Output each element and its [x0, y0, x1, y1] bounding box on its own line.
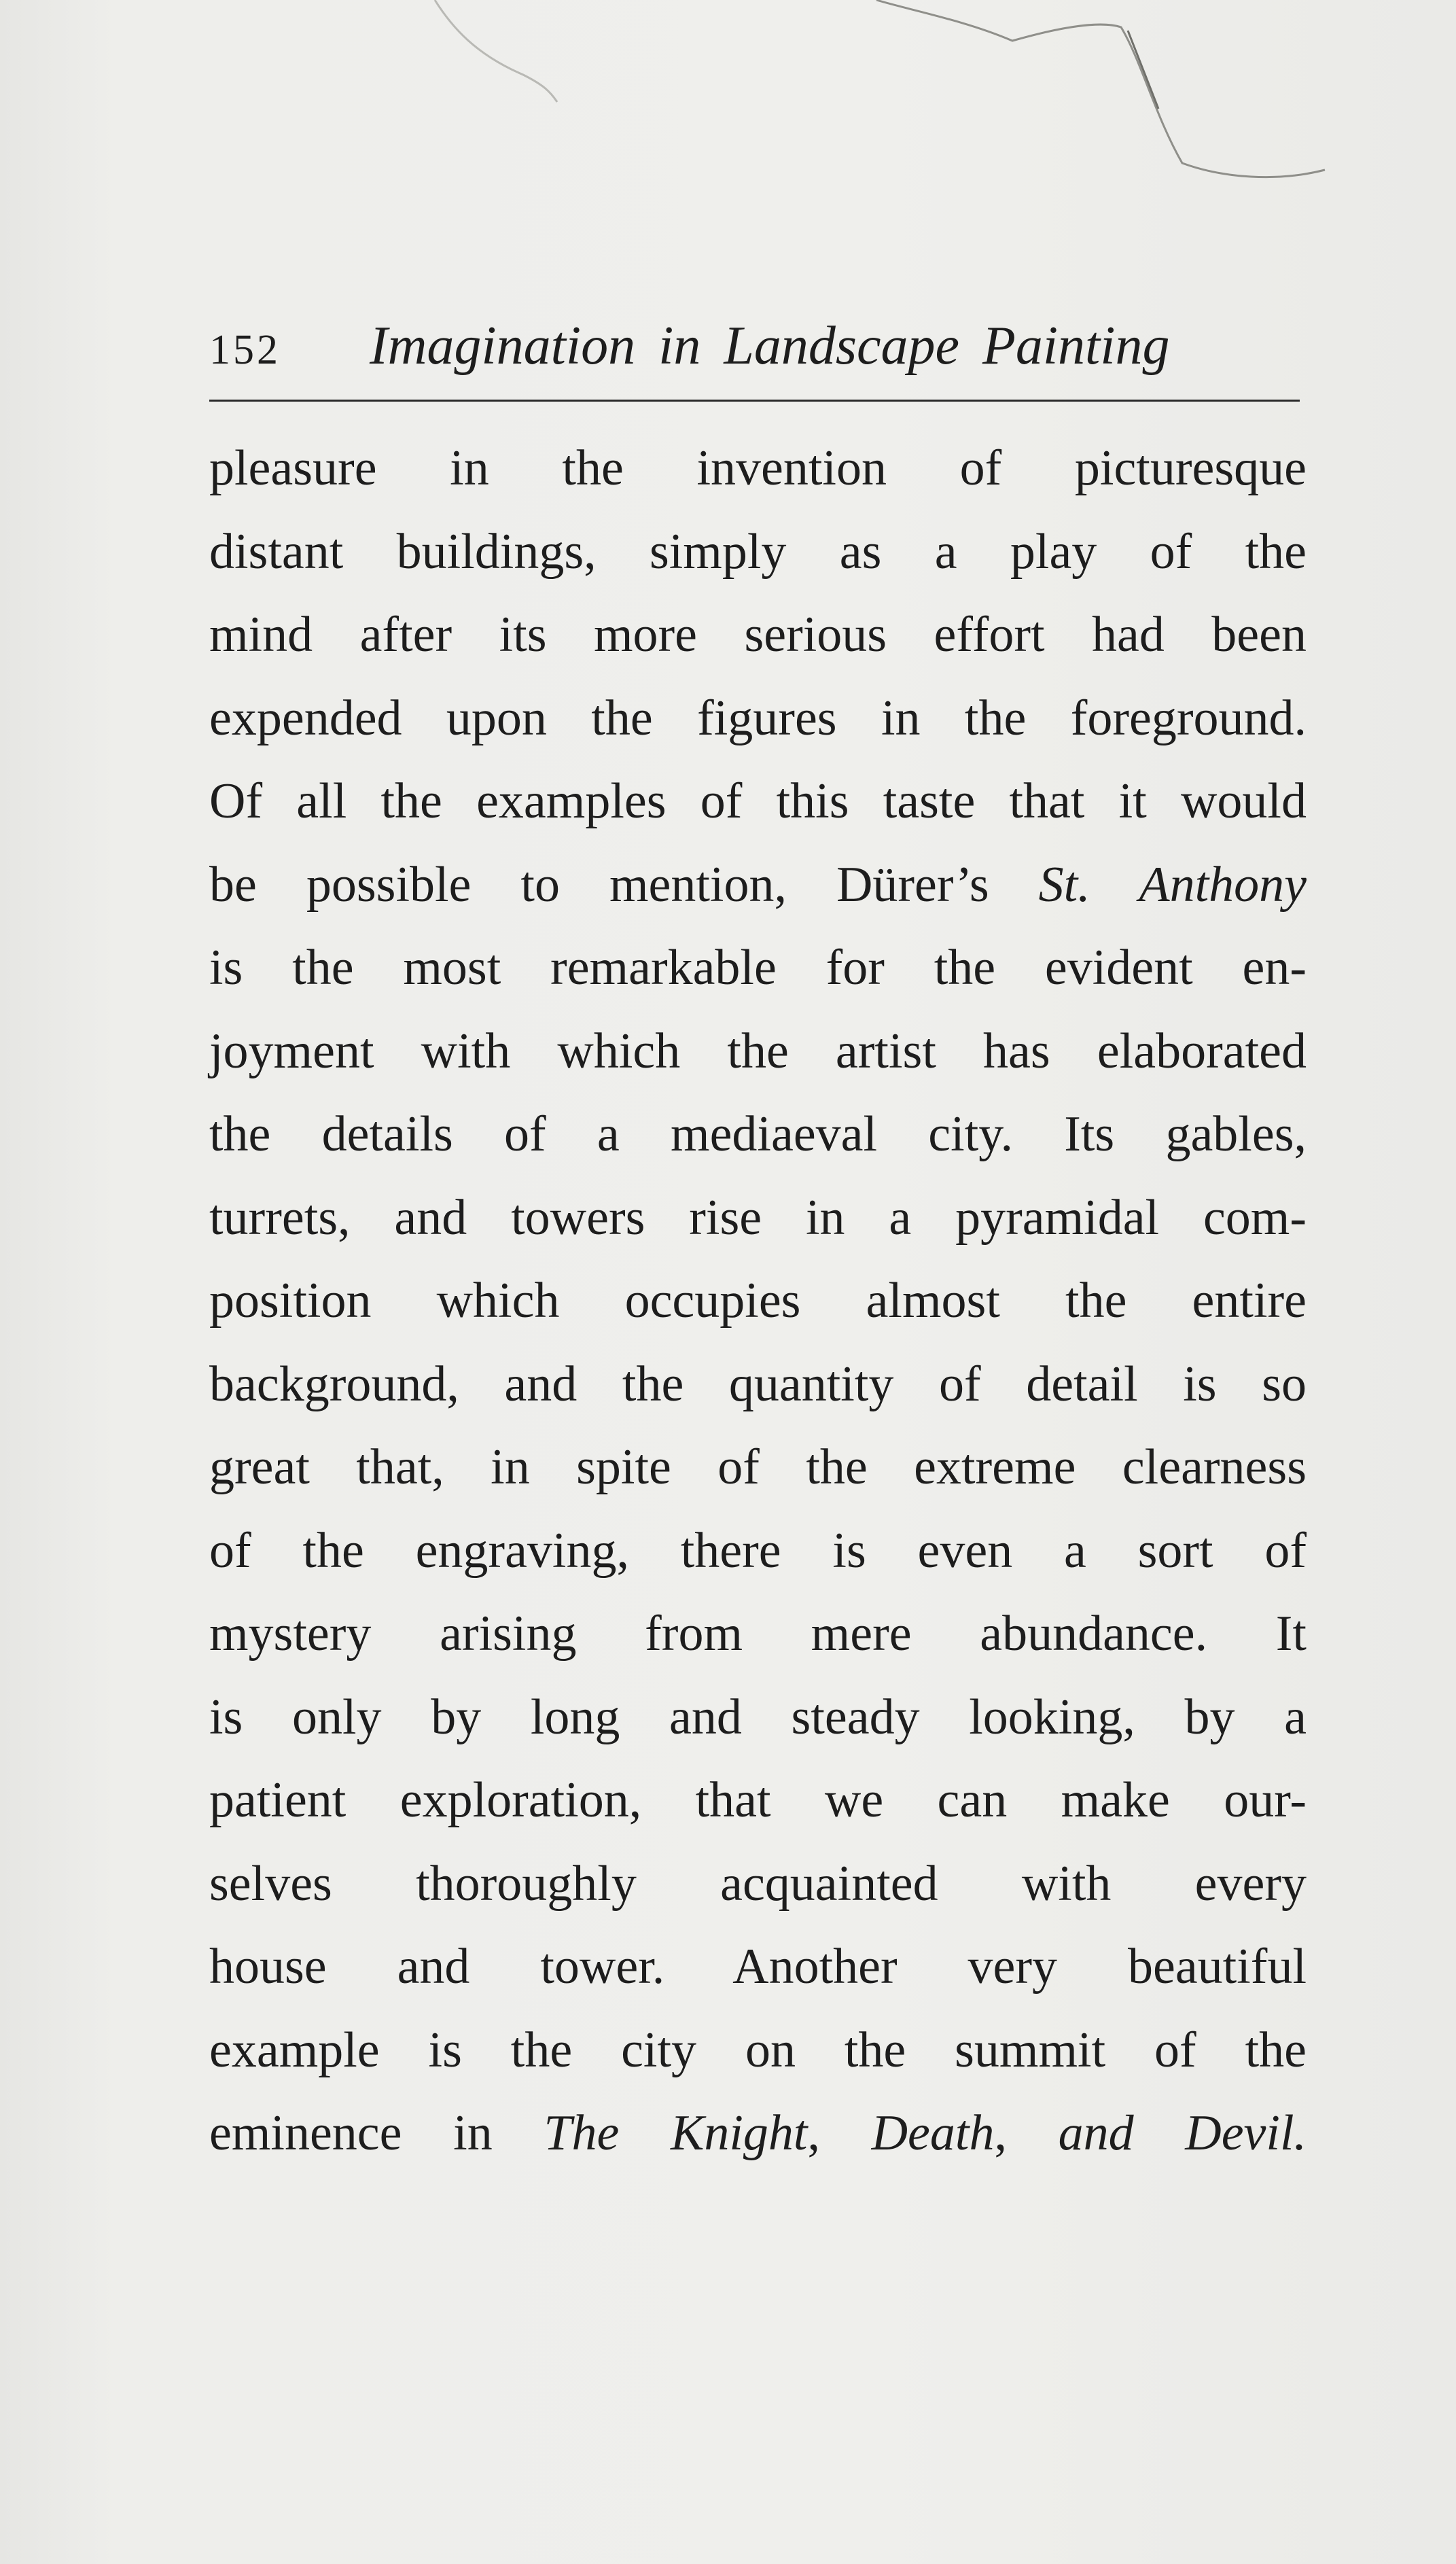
text-line: mystery arising from mere abundance. It	[209, 1606, 1307, 1662]
text-line	[209, 843, 1307, 927]
text-line: the details of a mediaeval city. Its gables,	[209, 1106, 1307, 1162]
text-span: be possible to mention, Dürer’s	[209, 856, 989, 913]
text-line: pleasure in the invention of picturesque	[209, 440, 1307, 496]
header-rule	[209, 400, 1300, 402]
text-line: is the most remarkable for the evident en-	[209, 940, 1307, 996]
text-line	[209, 2092, 1307, 2175]
text-line: selves thoroughly acquainted with every	[209, 1855, 1307, 1912]
text-line: example is the city on the summit of the	[209, 2022, 1307, 2078]
text-line: Of all the examples of this taste that it would	[209, 773, 1307, 829]
running-head	[209, 314, 1300, 389]
title-comma: ,	[807, 2105, 820, 2161]
paper-crease-mark	[0, 0, 1456, 204]
title-part: The Knight	[544, 2105, 808, 2161]
running-title: Imagination in Landscape Painting	[370, 316, 1170, 376]
text-line: background, and the quantity of detail is so	[209, 1356, 1307, 1412]
artwork-title-st-anthony: St. Anthony	[1038, 856, 1307, 913]
text-line: expended upon the figures in the foreground.	[209, 690, 1307, 746]
text-line: house and tower. Another very beautiful	[209, 1939, 1307, 1995]
text-line: turrets, and towers rise in a pyramidal com-	[209, 1189, 1307, 1246]
text-line: great that, in spite of the extreme clearness	[209, 1439, 1307, 1495]
text-line: patient exploration, that we can make our-	[209, 1772, 1307, 1828]
text-span: eminence in	[209, 2105, 493, 2161]
title-part: and Devil.	[1058, 2105, 1307, 2161]
title-part: Death	[871, 2105, 995, 2161]
text-line: joyment with which the artist has elaborated	[209, 1023, 1307, 1079]
text-line: position which occupies almost the entire	[209, 1273, 1307, 1329]
text-line: of the engraving, there is even a sort of	[209, 1522, 1307, 1579]
artwork-title-knight-death-devil	[544, 2105, 820, 2161]
text-line: is only by long and steady looking, by a	[209, 1689, 1307, 1745]
title-comma: ,	[994, 2105, 1007, 2161]
text-line: distant buildings, simply as a play of the	[209, 523, 1307, 580]
page-number: 152	[209, 327, 281, 373]
text-line: mind after its more serious effort had been	[209, 607, 1307, 663]
body-text	[209, 427, 1307, 2175]
